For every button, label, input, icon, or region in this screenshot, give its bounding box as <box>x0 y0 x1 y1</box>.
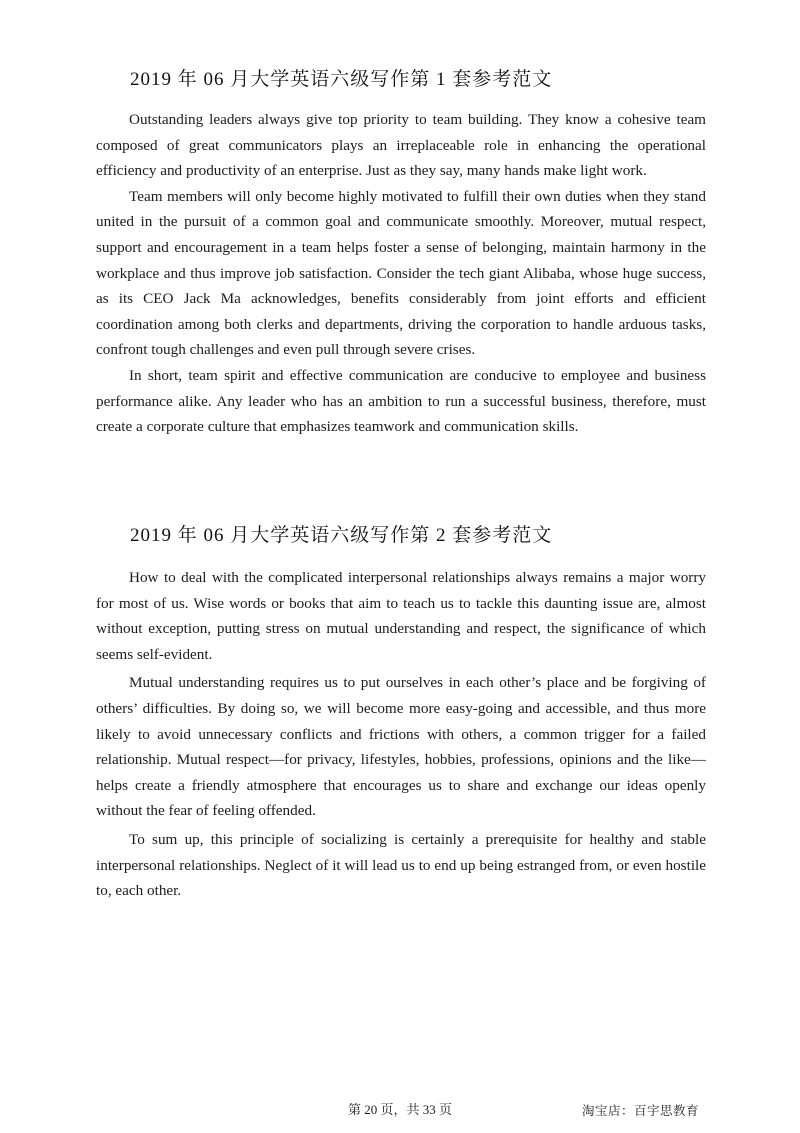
essay-2-paragraph-2: Mutual understanding requires us to put ourselves in each other’s place and be forgiving of others’ difficulties. By doing so, we will become more easy-going and accessible, and thus more likely to avoid unnecessary conflicts and frictions with others, a common trigger for a failed relationship. Mutual respect—for privacy, lifestyles, hobbies, professions, opinions and the like—helps create a friendly atmosphere that encourages us to share and exchange our ideas openly without the fear of feeling offended. <box>96 674 706 820</box>
essay-1-paragraph-3: In short, team spirit and effective communication are conducive to employee and business performance alike. Any leader who has an ambition to run a successful business, therefore, must create a corporate culture that emphasizes teamwork and communication skills. <box>96 366 706 436</box>
essay-1-paragraph-2: Team members will only become highly motivated to fulfill their own duties when they stand united in the pursuit of a common goal and communicate smoothly. Moreover, mutual respect, support and encouragement in a team helps foster a sense of belonging, maintain harmony in the workplace and thus improve job satisfaction. Consider the tech giant Alibaba, whose huge success, as its CEO Jack Ma acknowledges, benefits considerably from joint efforts and efficient coordination among both clerks and departments, driving the corporation to handle arduous tasks, confront tough challenges and even pull through severe crises. <box>96 187 706 359</box>
essay-2 <box>96 565 706 907</box>
essay-2-paragraph-3: To sum up, this principle of socializing is certainly a prerequisite for healthy and stable interpersonal relationships. Neglect of it will lead us to end up being estranged from, or even hostile to, each other. <box>96 830 706 900</box>
essay-2-paragraph-1: How to deal with the complicated interpersonal relationships always remains a major worry for most of us. Wise words or books that aim to teach us to tackle this daunting issue are, almost without exception, putting stress on mutual understanding and respect, the significance of which seems self-evident. <box>96 569 706 663</box>
section-2-title: 2019 年 06 月大学英语六级写作第 2 套参考范文 <box>130 525 553 546</box>
essay-1-paragraph-1: Outstanding leaders always give top priority to team building. They know a cohesive team composed of great communicators plays an irreplaceable role in enhancing the operational efficiency and productivity of an enterprise. Just as they say, many hands make light work. <box>96 111 706 180</box>
section-1-title: 2019 年 06 月大学英语六级写作第 1 套参考范文 <box>130 69 553 90</box>
page-number: 第 20 页，共 33 页 <box>347 1102 452 1117</box>
shop-label: 淘宝店：百宇思教育 <box>582 1104 700 1118</box>
essay-1 <box>96 107 706 440</box>
